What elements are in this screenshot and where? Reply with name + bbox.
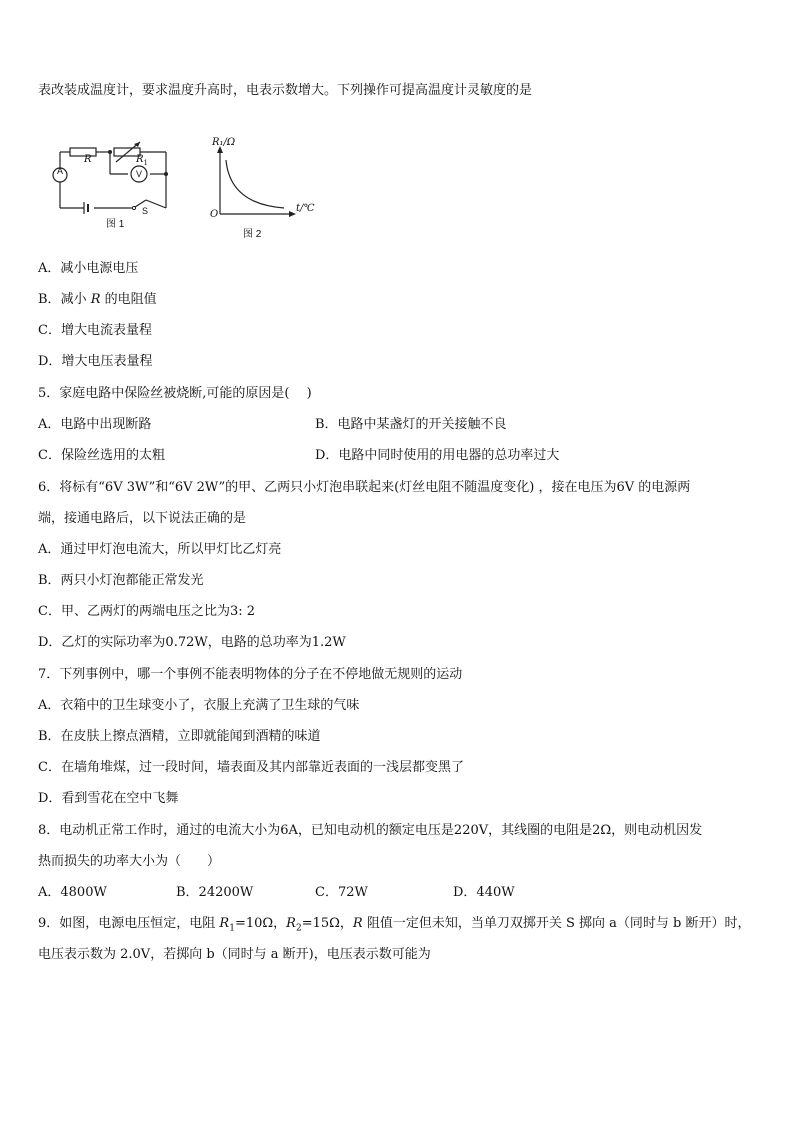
question-8-stem-line-1: 8．电动机正常工作时，通过的电流大小为6A，已知电动机的额定电压是220V，其线圈的电阻是2Ω，则电动机因发: [38, 823, 703, 838]
q6-option-c: C．甲、乙两灯的两端电压之比为3: 2: [38, 604, 256, 619]
q5-option-b: B．电路中某盏灯的开关接触不良: [315, 417, 507, 432]
resistor-r1-label: $R_1$: [136, 154, 148, 167]
q5-option-c: C．保险丝选用的太粗: [38, 448, 165, 463]
q6-option-b: B．两只小灯泡都能正常发光: [38, 573, 204, 588]
question-7-stem: 7．下列事例中，哪一个事例不能表明物体的分子在不停地做无规则的运动: [38, 667, 463, 682]
q6-option-a: A．通过甲灯泡电流大，所以甲灯比乙灯亮: [38, 542, 282, 557]
q8-option-c: C．72W: [315, 885, 368, 900]
ammeter-label: A: [57, 166, 64, 176]
q7-option-d: D．看到雪花在空中飞舞: [38, 791, 179, 806]
q4-option-d: D．增大电压表量程: [38, 354, 153, 369]
q5-option-d: D．电路中同时使用的用电器的总功率过大: [315, 448, 560, 463]
question-9-stem-line-1: 9．如图，电源电压恒定，电阻 $R_1=10\Omega$，$R_2=15\Omega$，R 阻值一定但未知，当单刀双掷开关 S 掷向 a（同时与 b 断开）时，: [38, 916, 751, 934]
question-9-stem-line-2: 电压表示数为 2.0V，若掷向 b（同时与 a 断开)，电压表示数可能为: [38, 947, 431, 962]
q8-option-d: D．440W: [453, 885, 515, 900]
q7-option-a: A．衣箱中的卫生球变小了，衣服上充满了卫生球的气味: [38, 698, 360, 713]
q8-option-b: B．24200W: [176, 885, 254, 900]
question-6-stem-line-2: 端，接通电路后，以下说法正确的是: [38, 511, 247, 526]
q6-option-d: D．乙灯的实际功率为0.72W，电路的总功率为1.2W: [38, 635, 346, 650]
graph-y-axis-label: R₁/Ω: [212, 137, 236, 148]
question-5-stem: 5．家庭电路中保险丝被烧断,可能的原因是( ): [38, 386, 312, 401]
q7-option-c: C．在墙角堆煤，过一段时间，墙表面及其内部靠近表面的一浅层都变黑了: [38, 760, 464, 775]
graph-x-axis-label: t/℃: [296, 203, 315, 214]
switch-label: S: [142, 206, 149, 216]
question-6-stem-line-1: 6．将标有“6V 3W”和“6V 2W”的甲、乙两只小灯泡串联起来(灯丝电阻不随温度变化) ，接在电压为6V 的电源两: [38, 480, 691, 495]
q7-option-b: B．在皮肤上擦点酒精，立即就能闻到酒精的味道: [38, 729, 321, 744]
q4-option-c: C．增大电流表量程: [38, 323, 152, 338]
figure-2-caption: 图 2: [243, 229, 262, 240]
q5-option-a: A．电路中出现断路: [38, 417, 152, 432]
question-8-stem-line-2: 热而损失的功率大小为（ ）: [38, 854, 221, 869]
voltmeter-label: V: [136, 169, 143, 179]
resistor-r-label: R: [84, 154, 92, 165]
q8-option-a: A．4800W: [38, 885, 107, 900]
q4-option-b: B．减小 R 的电阻值: [38, 292, 157, 307]
q4-option-a: A．减小电源电压: [38, 261, 139, 276]
figure-1-caption: 图 1: [106, 219, 125, 230]
question-4-stem: 表改装成温度计，要求温度升高时，电表示数增大。下列操作可提高温度计灵敏度的是: [38, 83, 533, 98]
graph-origin-label: O: [210, 209, 219, 220]
